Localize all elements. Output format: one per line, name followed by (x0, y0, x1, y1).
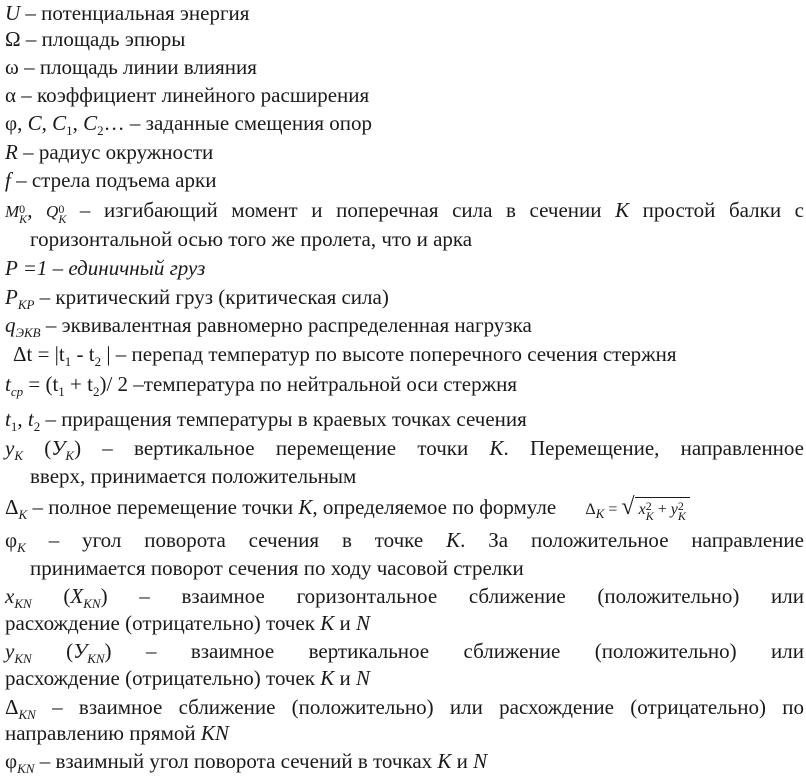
line-edge-temperatures: $t_1$, $t_2$ – приращения температуры в краевых точках сечения (5, 407, 527, 435)
line-vertical-displacement: $y_K$ $(У_K)$ – вертикальное перемещение точки K. Перемещение, направленное (5, 436, 805, 464)
line-neutral-temperature: $t_{ср} = (t_1 + t_2)/$ 2 –температура по нейтральной оси стержня (5, 372, 517, 400)
line-beam-moment-shear-cont: горизонтальной осью того же пролета, что и арка (30, 227, 473, 251)
line-unit-load: P =1 – единичный груз (5, 256, 206, 280)
line-full-displacement: $\Delta_K$ – полное перемещение точки K, определяемое по формуле $\Delta_K$ = √ x 2 K + y 2 K (5, 494, 804, 523)
line-rotation-angle-cont: принимается поворот сечения по ходу часовой стрелки (30, 556, 524, 580)
line-mutual-approach: $\Delta_{KN}$ – взаимное сближение (положительно) или расхождение (отрицательно) по (5, 695, 804, 723)
line-vertical-approach: $y_{KN}$ $(У_{KN})$ – взаимное вертикальное сближение (положительно) или (5, 639, 804, 667)
line-vertical-approach-cont: расхождение (отрицательно) точек K и N (5, 666, 371, 690)
line-rotation-angle: $\varphi_K$ – угол поворота сечения в точке K. За положительное направление (5, 528, 804, 556)
displacement-formula: $\Delta_K$ = √ x 2 K + y 2 K (585, 501, 689, 518)
line-radius: R – радиус окружности (5, 140, 214, 164)
line-support-displacements: φ, C, $C_1$, $C_2\dots$ – заданные смещения опор (5, 111, 372, 139)
line-mutual-rotation: $\varphi_{KN}$ – взаимный угол поворота сечений в точках K и N (5, 749, 488, 776)
line-horizontal-approach: $x_{KN}$ $(X_{KN})$ – взаимное горизонтальное сближение (положительно) или (5, 584, 804, 612)
line-critical-load: $P_{КР}$ – критический груз (критическая сила) (5, 285, 389, 313)
line-arch-rise: f – стрела подъема арки (5, 168, 217, 192)
sqrt-icon: √ (621, 494, 635, 520)
symbol: U (5, 1, 21, 25)
line-temperature-drop: $\Delta t = |t_1 - t_2$ | – перепад температур по высоте поперечного сечения стержня (13, 342, 677, 370)
line-equivalent-load: $q_{ЭКВ}$ – эквивалентная равномерно распределенная нагрузка (5, 313, 532, 341)
line-horizontal-approach-cont: расхождение (отрицательно) точек K и N (5, 611, 371, 635)
line-potential-energy: U – потенциальная энергия (5, 1, 250, 25)
line-expansion-coeff: α – коэффициент линейного расширения (5, 83, 370, 107)
line-mutual-approach-cont: направлению прямой KN (5, 721, 229, 745)
line-vertical-displacement-cont: вверх, принимается положительным (30, 464, 357, 488)
line-influence-area: ω – площадь линии влияния (5, 55, 257, 79)
line-beam-moment-shear: M 0 K , Q 0 K – изгибающий момент и поперечная сила в сечении K простой балки с (5, 198, 804, 226)
line-diagram-area: Ω – площадь эпюры (5, 27, 186, 51)
